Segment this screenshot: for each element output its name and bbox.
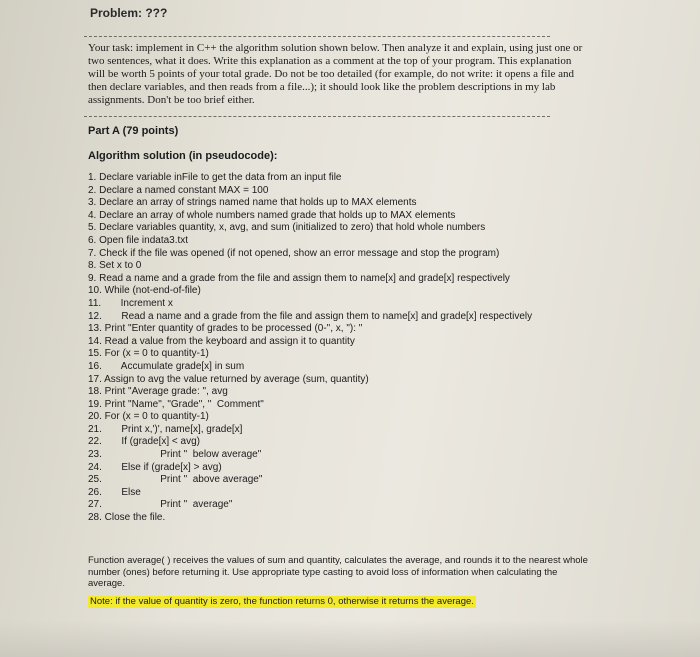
pseudocode-step: 2. Declare a named constant MAX = 100 (88, 184, 269, 196)
pseudocode-step: 25. Print " above average" (88, 474, 263, 486)
pseudocode-step: 20. For (x = 0 to quantity-1) (88, 411, 209, 423)
pseudocode-step: 27. Print " average" (88, 499, 233, 511)
pseudocode-step: 14. Read a value from the keyboard and assign it to quantity (88, 335, 355, 347)
pseudocode-step: 11. Increment x (88, 297, 173, 309)
divider-top (84, 36, 550, 37)
pseudocode-step: 21. Print x,')', name[x], grade[x] (88, 423, 243, 435)
pseudocode-step: 26. Else (88, 486, 141, 498)
pseudocode-step: 28. Close the file. (88, 512, 166, 524)
divider-middle (84, 116, 550, 117)
pseudocode-step: 22. If (grade[x] < avg) (88, 436, 200, 448)
function-description: Function average( ) receives the values of sum and quantity, calculates the average, and rounds it to the nearest whole number (ones) before returning it. Use appropriate type casting to avoid loss of information when calculating the average. (88, 555, 588, 589)
pseudocode-step: 13. Print "Enter quantity of grades to be processed (0-", x, "): " (88, 323, 363, 335)
pseudocode-step: 9. Read a name and a grade from the file and assign them to name[x] and grade[x] respectively (88, 272, 510, 284)
pseudocode-step: 19. Print "Name", "Grade", " Comment" (88, 398, 264, 410)
pseudocode-step: 24. Else if (grade[x] > avg) (88, 461, 222, 473)
pseudocode-step: 6. Open file indata3.txt (88, 234, 189, 246)
algorithm-heading: Algorithm solution (in pseudocode): (88, 150, 278, 162)
part-a-heading: Part A (79 points) (88, 125, 179, 137)
pseudocode-step: 8. Set x to 0 (88, 260, 142, 272)
pseudocode-steps (88, 172, 578, 525)
pseudocode-step: 5. Declare variables quantity, x, avg, and sum (initialized to zero) that hold whole numbers (88, 222, 486, 234)
pseudocode-step: 17. Assign to avg the value returned by average (sum, quantity) (88, 373, 369, 385)
pseudocode-step: 23. Print " below average" (88, 449, 262, 461)
pseudocode-step: 10. While (not-end-of-file) (88, 285, 201, 297)
problem-label: Problem: ??? (90, 6, 168, 20)
pseudocode-step: 4. Declare an array of whole numbers named grade that holds up to MAX elements (88, 209, 456, 221)
bottom-shadow (0, 620, 700, 657)
pseudocode-step: 7. Check if the file was opened (if not opened, show an error message and stop the program) (88, 247, 500, 259)
highlighted-note: Note: if the value of quantity is zero, the function returns 0, otherwise it returns the average. (90, 596, 474, 607)
pseudocode-step: 12. Read a name and a grade from the file and assign them to name[x] and grade[x] respectively (88, 310, 533, 322)
pseudocode-step: 18. Print "Average grade: ", avg (88, 386, 228, 398)
task-instructions: Your task: implement in C++ the algorithm solution shown below. Then analyze it and explain, using just one or two sentences, what it does. Write this explanation as a comment at the top of your program. This explanation will be worth 5 points of your total grade. Do not be too detailed (for example, do not write: it opens a file and then declare variables, and then reads from a file...); it should look like the problem descriptions in my lab assignments. Don't be too brief either. (88, 42, 583, 106)
pseudocode-step: 15. For (x = 0 to quantity-1) (88, 348, 209, 360)
pseudocode-step: 1. Declare variable inFile to get the data from an input file (88, 172, 342, 183)
pseudocode-step: 16. Accumulate grade[x] in sum (88, 360, 245, 372)
pseudocode-step: 3. Declare an array of strings named name that holds up to MAX elements (88, 197, 417, 209)
